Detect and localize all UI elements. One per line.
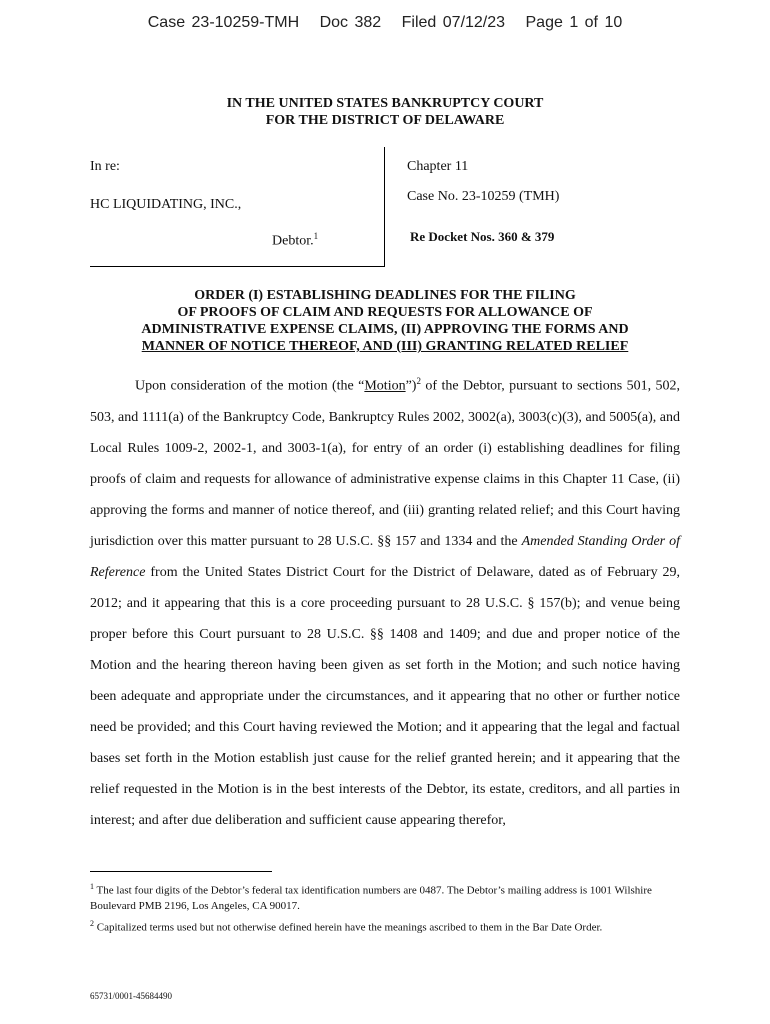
debtor-label-text: Debtor. bbox=[272, 233, 314, 249]
footnote-rule bbox=[90, 871, 272, 872]
text-run: from the United States District Court for the District of Delaware, dated as of February 29, 2012; and it appearing that this is a core proceeding pursuant to 28 U.S.C. § 157(b); and venue being proper before this Court pursuant to 28 U.S.C. §§ 1408 and 1409; and due and proper notice of the Motion and the hearing thereon having been given as set forth in the Motion; and such notice having been adequate and appropriate under the circumstances, and it appearing that no other or further notice need be provided; and this Court having reviewed the Motion; and it appearing that the legal and factual bases set forth in the Motion establish just cause for the relief granted herein; and it appearing that the relief requested in the Motion is in the best interests of the Debtor, its estate, creditors, and all parties in interest; and after due deliberation and sufficient cause appearing therefor, bbox=[90, 564, 680, 828]
order-title bbox=[0, 287, 770, 355]
title-line-3: ADMINISTRATIVE EXPENSE CLAIMS, (II) APPROVING THE FORMS AND bbox=[141, 322, 629, 337]
in-re-label: In re: bbox=[90, 159, 120, 174]
footnote-1-text: The last four digits of the Debtor’s federal tax identification numbers are 0487. The Debtor’s mailing address is 1001 Wilshire Boulevard PMB 2196, Los Angeles, CA 90017. bbox=[90, 884, 652, 912]
filed-date: Filed 07/12/23 bbox=[401, 14, 506, 31]
court-line-1: IN THE UNITED STATES BANKRUPTCY COURT bbox=[226, 96, 544, 111]
title-line-4: MANNER OF NOTICE THEREOF, AND (III) GRANTING RELATED RELIEF bbox=[141, 339, 629, 354]
italic-title: Amended Standing Order of Reference bbox=[90, 533, 680, 580]
debtor-name: HC LIQUIDATING, INC., bbox=[90, 197, 242, 212]
document-id: 65731/0001-45684490 bbox=[90, 991, 172, 1001]
footnote-ref-2: 2 bbox=[416, 376, 421, 386]
footnote-1-number: 1 bbox=[90, 882, 94, 891]
paragraph-1 bbox=[90, 366, 680, 836]
case-number: Case 23-10259-TMH bbox=[147, 14, 300, 31]
docket-ref: Re Docket Nos. 360 & 379 bbox=[410, 229, 555, 244]
case-no: Case No. 23-10259 (TMH) bbox=[407, 189, 560, 204]
footnote-2 bbox=[90, 916, 690, 936]
footnote-ref-1: 1 bbox=[313, 231, 319, 241]
title-line-1: ORDER (I) ESTABLISHING DEADLINES FOR THE FILING bbox=[194, 288, 576, 303]
court-heading bbox=[0, 95, 770, 129]
court-line-2: FOR THE DISTRICT OF DELAWARE bbox=[265, 113, 505, 128]
title-line-2: OF PROOFS OF CLAIM AND REQUESTS FOR ALLOWANCE OF bbox=[177, 305, 593, 320]
footnote-2-number: 2 bbox=[90, 919, 94, 928]
text-run: of the Debtor, pursuant to sections 501, 502, 503, and 1111(a) of the Bankruptcy Code, Bankruptcy Rules 2002, 3002(a), 3003(c)(3), and 5005(a), and Local Rules 1009-2, 2002-1, and 3003-1(a), for entry of an order (i) establishing deadlines for filing proofs of claim and requests for allowance of administrative expense claims in this Chapter 11 Case, (ii) approving the forms and manner of notice thereof, and (iii) granting related relief; and this Court having jurisdiction over this matter pursuant to 28 U.S.C. §§ 157 and 1334 and the bbox=[90, 378, 680, 549]
page-indicator: Page 1 of 10 bbox=[525, 14, 623, 31]
defined-term-motion: Motion bbox=[364, 378, 406, 394]
doc-number: Doc 382 bbox=[319, 14, 382, 31]
footnote-1 bbox=[90, 879, 690, 914]
filing-header bbox=[0, 14, 770, 32]
order-body bbox=[90, 366, 680, 836]
caption-vertical-rule bbox=[384, 147, 385, 267]
debtor-label bbox=[272, 231, 318, 250]
text-run: Upon consideration of the motion (the “ bbox=[135, 378, 365, 394]
footnote-2-text: Capitalized terms used but not otherwise defined herein have the meanings ascribed to them in the Bar Date Order. bbox=[94, 921, 603, 934]
text-run: ”) bbox=[405, 378, 417, 394]
caption-horizontal-rule bbox=[90, 266, 385, 267]
chapter-label: Chapter 11 bbox=[407, 159, 469, 174]
